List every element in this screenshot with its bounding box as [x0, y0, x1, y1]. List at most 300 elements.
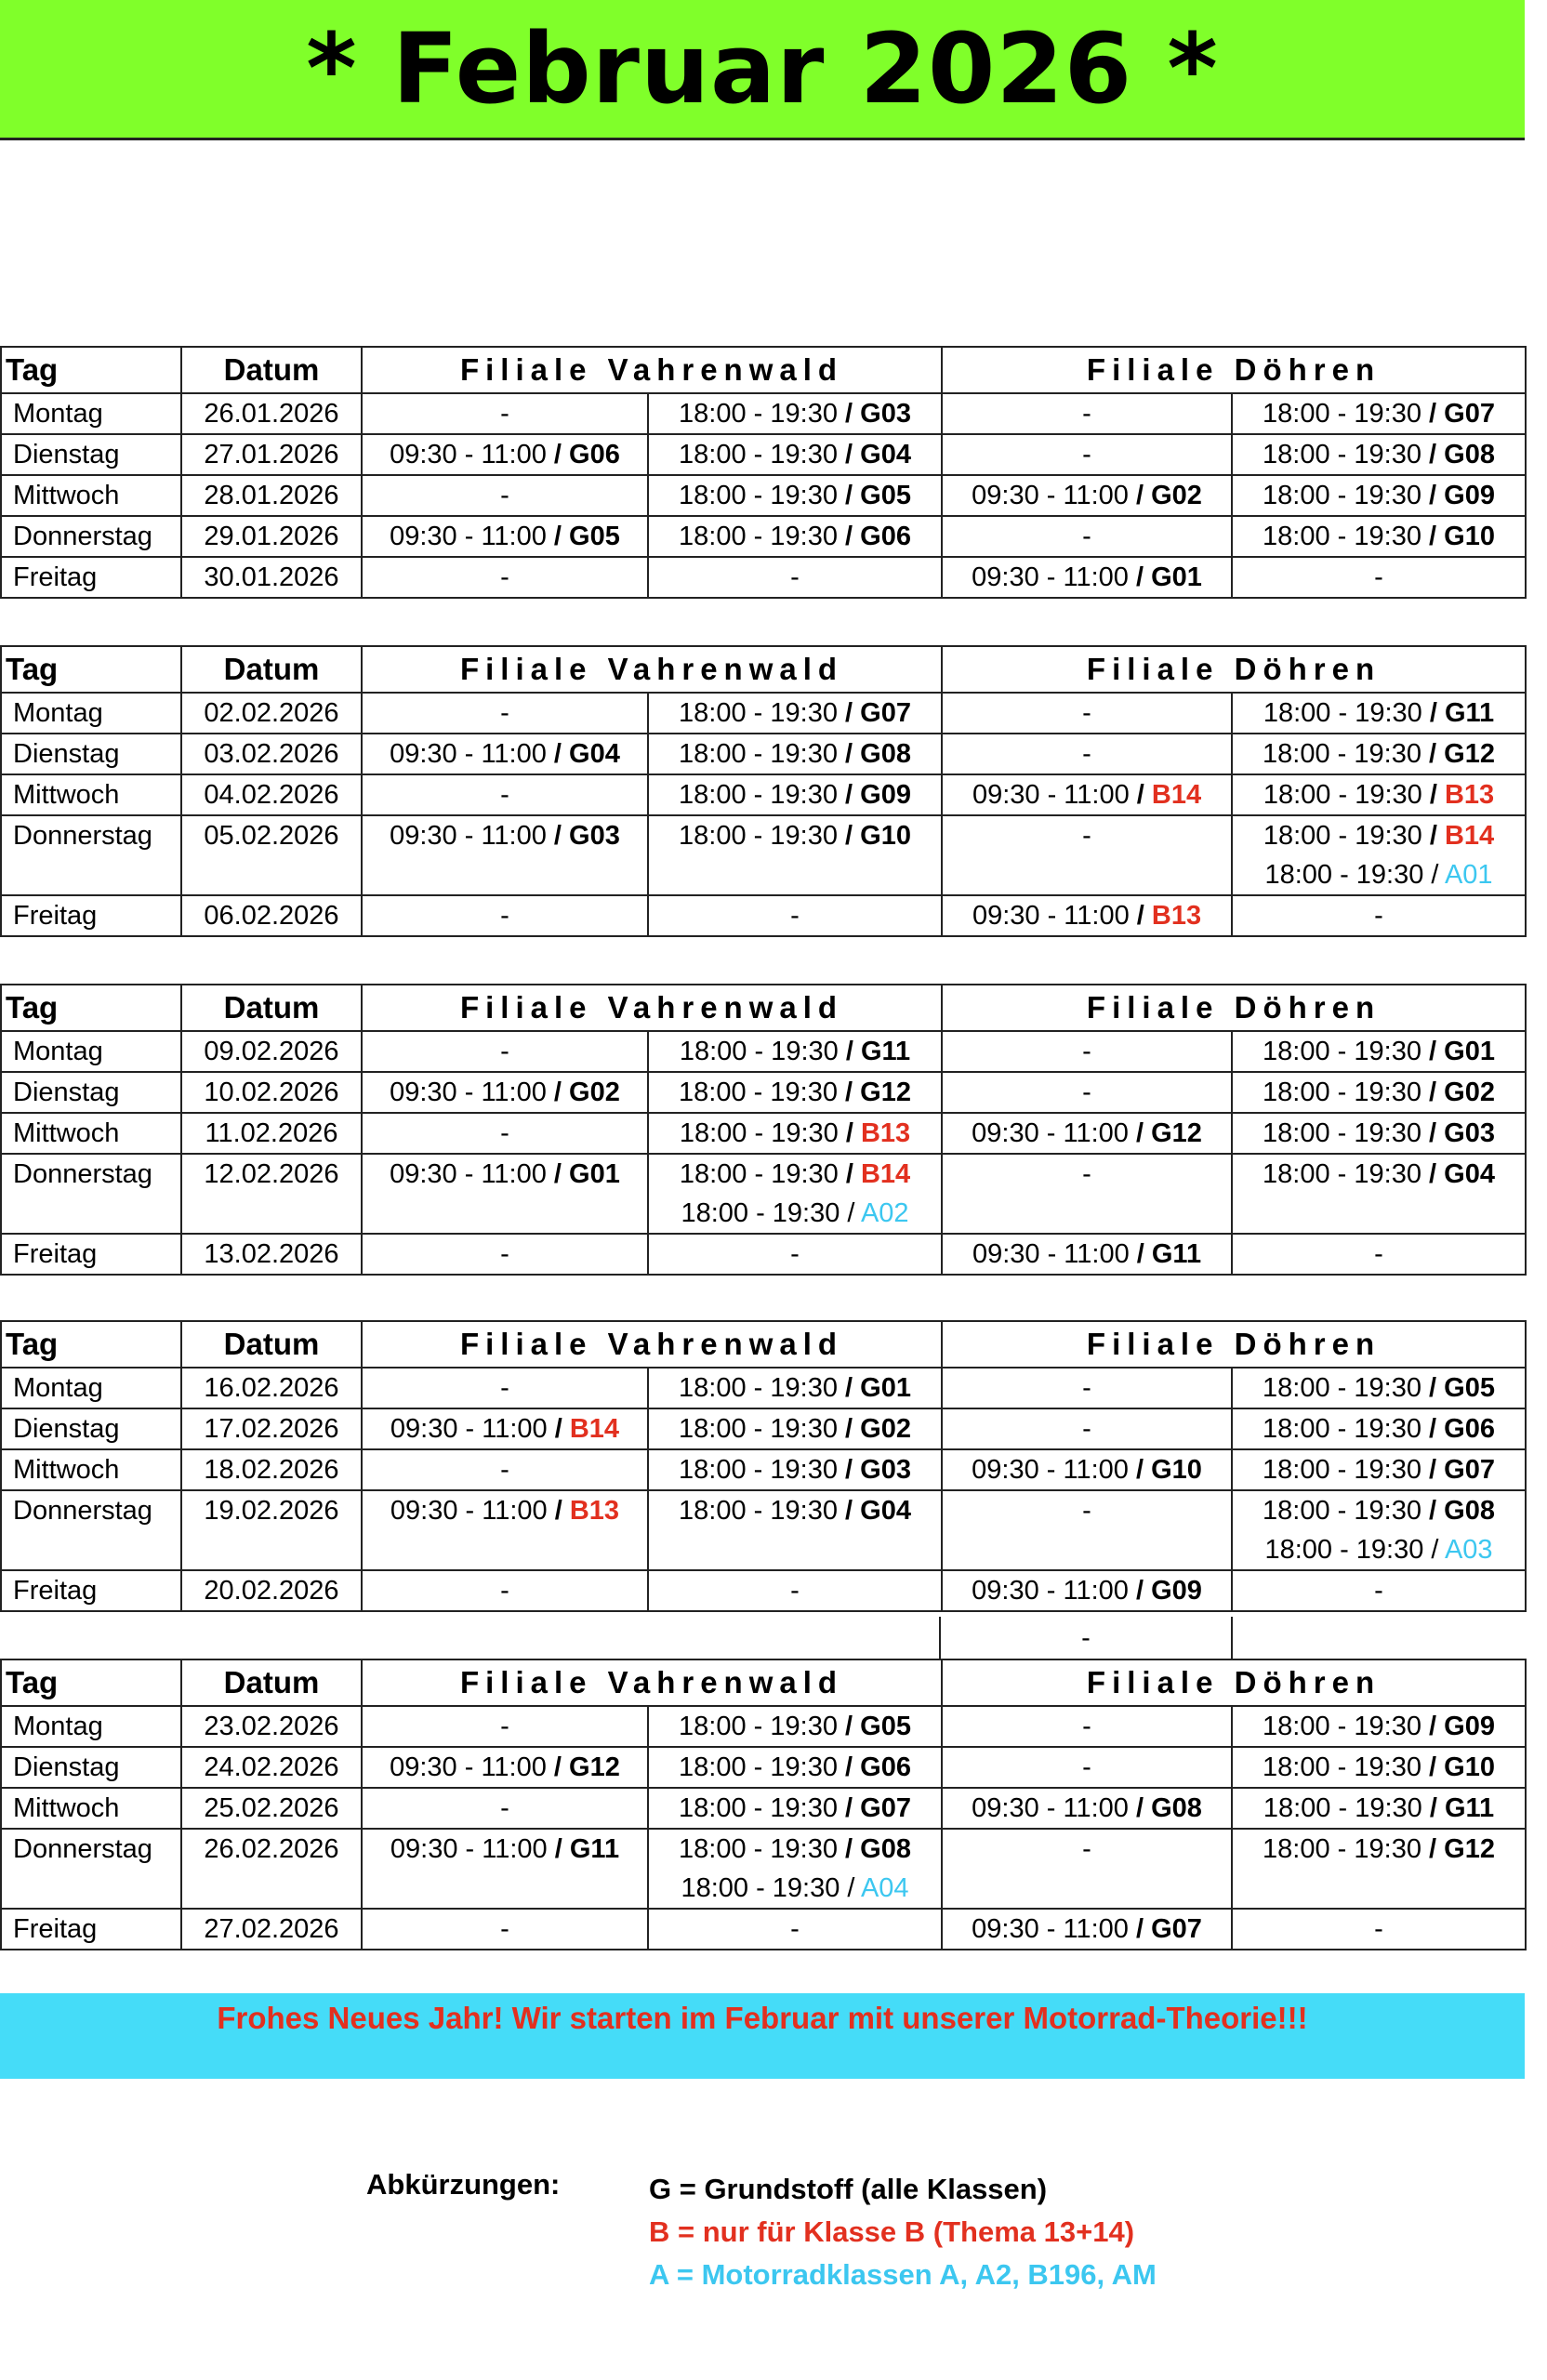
slot-separator: / — [1129, 780, 1152, 810]
course-code: G07 — [1151, 1914, 1202, 1944]
vahrenwald-morning-cell — [362, 1408, 648, 1449]
course-code: G01 — [1444, 1037, 1495, 1066]
course-code: G11 — [1151, 1239, 1202, 1269]
empty-marker: - — [1082, 1414, 1091, 1444]
slot-time: 18:00 - 19:30 — [1263, 821, 1422, 851]
course-code: G03 — [569, 821, 620, 851]
slot-separator: / — [838, 1159, 861, 1189]
time-slot — [658, 1073, 932, 1112]
doehren-evening-cell — [1232, 1408, 1526, 1449]
slot-time: 09:30 - 11:00 — [972, 901, 1130, 931]
date-cell: 02.02.2026 — [181, 693, 362, 734]
doehren-evening-cell — [1232, 1829, 1526, 1909]
slot-time: 09:30 - 11:00 — [972, 1239, 1130, 1269]
vahrenwald-morning-cell — [362, 815, 648, 895]
slot-time: 09:30 - 11:00 — [972, 780, 1130, 810]
course-code: G07 — [1444, 1455, 1495, 1485]
date-cell: 30.01.2026 — [181, 557, 362, 598]
date-cell: 12.02.2026 — [181, 1154, 362, 1234]
slot-time: 09:30 - 11:00 — [972, 1455, 1129, 1485]
slot-separator: / — [547, 1414, 570, 1444]
slot-time: 09:30 - 11:00 — [390, 821, 547, 851]
slot-separator: / — [1128, 481, 1152, 510]
page-title: * Februar 2026 * — [306, 12, 1219, 126]
slot-time: 09:30 - 11:00 — [390, 522, 547, 551]
slot-separator: / — [837, 1373, 861, 1403]
slot-time: 18:00 - 19:30 — [681, 1198, 840, 1228]
time-slot — [952, 1789, 1222, 1828]
date-cell: 26.02.2026 — [181, 1829, 362, 1909]
course-code: A02 — [860, 1198, 909, 1228]
day-cell: Freitag — [1, 1909, 181, 1950]
empty-marker: - — [500, 1037, 509, 1066]
course-code: G11 — [1444, 1793, 1495, 1823]
time-slot — [658, 435, 932, 474]
table-row — [1, 815, 1526, 895]
slot-separator: / — [837, 1414, 861, 1444]
slot-separator: / — [546, 440, 570, 469]
empty-marker: - — [500, 562, 509, 592]
date-cell: 27.02.2026 — [181, 1909, 362, 1950]
slot-separator: / — [837, 1752, 861, 1782]
course-code: G05 — [569, 522, 620, 551]
course-code: G06 — [569, 440, 620, 469]
slot-separator: / — [1421, 739, 1445, 769]
doehren-morning-cell — [942, 1570, 1232, 1611]
slot-separator: / — [837, 1793, 861, 1823]
empty-marker: - — [500, 1455, 509, 1485]
vahrenwald-evening-cell — [648, 895, 942, 936]
course-code: G04 — [860, 440, 911, 469]
vahrenwald-morning-cell — [362, 1706, 648, 1747]
slot-separator: / — [1421, 1373, 1445, 1403]
doehren-morning-cell — [942, 1747, 1232, 1788]
empty-marker: - — [1374, 562, 1383, 592]
slot-time: 18:00 - 19:30 — [1263, 481, 1421, 510]
legend — [649, 2168, 1157, 2296]
doehren-morning-cell — [942, 1909, 1232, 1950]
day-cell: Donnerstag — [1, 815, 181, 895]
slot-separator: / — [837, 1496, 861, 1526]
slot-time: 18:00 - 19:30 — [1263, 1159, 1421, 1189]
time-slot — [1242, 1789, 1515, 1828]
doehren-morning-cell — [942, 815, 1232, 895]
table-row — [1, 895, 1526, 936]
slot-separator: / — [1421, 1159, 1445, 1189]
time-slot — [658, 1114, 932, 1153]
vahrenwald-evening-cell — [648, 1570, 942, 1611]
course-code: B13 — [1151, 901, 1202, 931]
table-row — [1, 734, 1526, 774]
slot-separator: / — [1421, 1834, 1445, 1864]
time-slot — [1242, 694, 1515, 733]
vahrenwald-evening-cell — [648, 516, 942, 557]
slot-separator: / — [837, 821, 861, 851]
doehren-morning-cell — [942, 1072, 1232, 1113]
course-code: G10 — [1151, 1455, 1202, 1485]
vahrenwald-evening-cell — [648, 815, 942, 895]
week-table — [0, 1659, 1527, 1950]
time-slot — [1242, 517, 1515, 556]
slot-separator: / — [1128, 1914, 1152, 1944]
time-slot — [658, 517, 932, 556]
vahrenwald-morning-cell — [362, 1449, 648, 1490]
doehren-morning-cell — [942, 1408, 1232, 1449]
vahrenwald-evening-cell — [648, 1788, 942, 1829]
table-row — [1, 1234, 1526, 1275]
course-code: G08 — [860, 1834, 911, 1864]
slot-separator: / — [838, 1118, 861, 1148]
slot-time: 18:00 - 19:30 — [1263, 1118, 1421, 1148]
day-cell: Freitag — [1, 557, 181, 598]
course-code: G10 — [860, 821, 911, 851]
time-slot — [658, 1368, 932, 1408]
time-slot — [372, 1748, 638, 1787]
vahrenwald-morning-cell — [362, 1072, 648, 1113]
day-cell: Donnerstag — [1, 1829, 181, 1909]
slot-time: 18:00 - 19:30 — [1263, 440, 1421, 469]
vahrenwald-evening-cell — [648, 1490, 942, 1570]
slot-time: 18:00 - 19:30 — [679, 399, 838, 429]
slot-time: 18:00 - 19:30 — [679, 1793, 838, 1823]
slot-separator: / — [840, 1198, 861, 1228]
slot-separator: / — [1129, 1239, 1152, 1269]
doehren-evening-cell — [1232, 1368, 1526, 1408]
slot-time: 09:30 - 11:00 — [390, 1752, 547, 1782]
empty-marker: - — [500, 1712, 509, 1741]
header-row — [1, 646, 1526, 693]
empty-marker: - — [790, 1239, 800, 1269]
doehren-evening-cell — [1232, 1747, 1526, 1788]
slot-time: 09:30 - 11:00 — [390, 1834, 548, 1864]
day-cell: Mittwoch — [1, 475, 181, 516]
time-slot — [1242, 775, 1515, 814]
slot-time: 18:00 - 19:30 — [679, 1712, 838, 1741]
time-slot — [952, 1571, 1222, 1610]
slot-separator: / — [1421, 821, 1445, 851]
time-slot — [1242, 734, 1515, 774]
vahrenwald-evening-cell — [648, 1113, 942, 1154]
slot-separator: / — [837, 1455, 861, 1485]
slot-time: 18:00 - 19:30 — [1264, 1535, 1424, 1565]
vahrenwald-evening-cell — [648, 1234, 942, 1275]
doehren-morning-cell — [942, 434, 1232, 475]
course-code: G01 — [1151, 562, 1202, 592]
day-cell: Freitag — [1, 1570, 181, 1611]
empty-marker: - — [1082, 1712, 1091, 1741]
empty-marker: - — [1082, 1752, 1091, 1782]
week-table — [0, 346, 1527, 599]
empty-marker: - — [1374, 901, 1383, 931]
table-row — [1, 393, 1526, 434]
course-code: G04 — [860, 1496, 911, 1526]
time-slot — [372, 816, 638, 855]
slot-separator: / — [837, 399, 861, 429]
slot-time: 18:00 - 19:30 — [679, 698, 838, 728]
empty-marker: - — [500, 901, 509, 931]
header-filiale-vahrenwald: Filiale Vahrenwald — [362, 1659, 942, 1706]
time-slot — [1242, 476, 1515, 515]
header-filiale-vahrenwald: Filiale Vahrenwald — [362, 1321, 942, 1368]
course-code: G07 — [860, 1793, 911, 1823]
header-row — [1, 347, 1526, 393]
vahrenwald-morning-cell — [362, 516, 648, 557]
slot-time: 18:00 - 19:30 — [679, 1037, 839, 1066]
date-cell: 23.02.2026 — [181, 1706, 362, 1747]
time-slot — [372, 1073, 638, 1112]
slot-separator: / — [1421, 440, 1445, 469]
date-cell: 16.02.2026 — [181, 1368, 362, 1408]
vahrenwald-morning-cell — [362, 1570, 648, 1611]
doehren-evening-cell — [1232, 1706, 1526, 1747]
header-filiale-vahrenwald: Filiale Vahrenwald — [362, 985, 942, 1031]
doehren-evening-cell — [1232, 516, 1526, 557]
time-slot — [658, 694, 932, 733]
slot-time: 09:30 - 11:00 — [390, 1414, 548, 1444]
course-code: G06 — [860, 522, 911, 551]
slot-separator: / — [1421, 1752, 1445, 1782]
slot-time: 09:30 - 11:00 — [972, 1793, 1129, 1823]
course-code: G09 — [1444, 481, 1495, 510]
slot-separator: / — [1423, 860, 1445, 890]
time-slot — [658, 1194, 932, 1233]
announcement-text: Frohes Neues Jahr! Wir starten im Februar mit unserer Motorrad-Theorie!!! — [217, 2001, 1308, 2035]
course-code: G11 — [1444, 698, 1495, 728]
slot-time: 09:30 - 11:00 — [972, 562, 1129, 592]
day-cell: Montag — [1, 693, 181, 734]
time-slot — [1242, 1114, 1515, 1153]
course-code: B14 — [1151, 780, 1202, 810]
table-row — [1, 475, 1526, 516]
date-cell: 13.02.2026 — [181, 1234, 362, 1275]
time-slot — [372, 517, 638, 556]
announcement-banner — [0, 1993, 1525, 2079]
slot-time: 18:00 - 19:30 — [1263, 1752, 1421, 1782]
empty-marker: - — [1374, 1914, 1383, 1944]
table-row — [1, 1490, 1526, 1570]
doehren-morning-cell — [942, 1113, 1232, 1154]
table-row — [1, 693, 1526, 734]
slot-time: 18:00 - 19:30 — [1263, 1373, 1421, 1403]
course-code: B13 — [1444, 780, 1495, 810]
date-cell: 06.02.2026 — [181, 895, 362, 936]
time-slot — [658, 1789, 932, 1828]
empty-marker: - — [500, 780, 509, 810]
time-slot — [952, 1114, 1222, 1153]
empty-marker: - — [790, 562, 800, 592]
doehren-morning-cell — [942, 393, 1232, 434]
slot-time: 18:00 - 19:30 — [679, 522, 838, 551]
doehren-morning-cell — [942, 1031, 1232, 1072]
course-code: G04 — [1444, 1159, 1495, 1189]
table-row — [1, 1788, 1526, 1829]
doehren-evening-cell — [1232, 1113, 1526, 1154]
table-row — [1, 1706, 1526, 1747]
slot-time: 18:00 - 19:30 — [1263, 1496, 1421, 1526]
vahrenwald-morning-cell — [362, 1031, 648, 1072]
vahrenwald-evening-cell — [648, 774, 942, 815]
slot-separator: / — [837, 1834, 861, 1864]
time-slot — [658, 1032, 932, 1071]
day-cell: Montag — [1, 1706, 181, 1747]
empty-marker: - — [1082, 698, 1091, 728]
empty-marker: - — [1082, 1496, 1091, 1526]
empty-marker: - — [500, 698, 509, 728]
slot-time: 18:00 - 19:30 — [1263, 1037, 1421, 1066]
time-slot — [952, 1450, 1222, 1489]
vahrenwald-morning-cell — [362, 475, 648, 516]
time-slot — [1242, 1368, 1515, 1408]
course-code: G05 — [860, 1712, 911, 1741]
course-code: G08 — [1444, 440, 1495, 469]
slot-time: 18:00 - 19:30 — [1263, 698, 1422, 728]
vahrenwald-morning-cell — [362, 557, 648, 598]
course-code: G03 — [860, 1455, 911, 1485]
doehren-morning-cell — [942, 1490, 1232, 1570]
date-cell: 05.02.2026 — [181, 815, 362, 895]
slot-separator: / — [547, 1496, 570, 1526]
header-filiale-vahrenwald: Filiale Vahrenwald — [362, 347, 942, 393]
slot-separator: / — [1421, 522, 1445, 551]
vahrenwald-morning-cell — [362, 734, 648, 774]
course-code: G12 — [1444, 1834, 1495, 1864]
doehren-evening-cell — [1232, 895, 1526, 936]
table-row — [1, 1449, 1526, 1490]
doehren-morning-cell — [942, 1829, 1232, 1909]
table-row — [1, 1408, 1526, 1449]
time-slot — [1242, 1450, 1515, 1489]
doehren-morning-cell — [942, 1788, 1232, 1829]
time-slot — [658, 775, 932, 814]
time-slot — [1242, 1530, 1515, 1569]
course-code: G02 — [1444, 1078, 1495, 1107]
slot-time: 18:00 - 19:30 — [679, 440, 838, 469]
vahrenwald-evening-cell — [648, 1747, 942, 1788]
vahrenwald-morning-cell — [362, 1909, 648, 1950]
slot-time: 09:30 - 11:00 — [972, 1118, 1129, 1148]
slot-separator: / — [1421, 1414, 1445, 1444]
slot-separator: / — [1421, 1793, 1445, 1823]
time-slot — [1242, 1073, 1515, 1112]
day-cell: Mittwoch — [1, 1788, 181, 1829]
course-code: G07 — [1444, 399, 1495, 429]
course-code: B14 — [860, 1159, 911, 1189]
table-row — [1, 1909, 1526, 1950]
table-row — [1, 1072, 1526, 1113]
slot-separator: / — [546, 739, 570, 769]
week-table — [0, 984, 1527, 1276]
slot-separator: / — [1128, 562, 1152, 592]
time-slot — [1242, 1409, 1515, 1448]
vahrenwald-evening-cell — [648, 1829, 942, 1909]
vahrenwald-evening-cell — [648, 1368, 942, 1408]
time-slot — [372, 1830, 638, 1869]
course-code: G10 — [1444, 1752, 1495, 1782]
slot-separator: / — [837, 1078, 861, 1107]
header-filiale-doehren: Filiale Döhren — [942, 985, 1526, 1031]
empty-marker: - — [500, 1239, 509, 1269]
header-tag: Tag — [1, 1659, 181, 1706]
header-tag: Tag — [1, 985, 181, 1031]
time-slot — [658, 816, 932, 855]
empty-marker: - — [500, 1576, 509, 1606]
table-row — [1, 1154, 1526, 1234]
day-cell: Montag — [1, 393, 181, 434]
vahrenwald-evening-cell — [648, 1154, 942, 1234]
header-filiale-doehren: Filiale Döhren — [942, 1321, 1526, 1368]
slot-separator: / — [1423, 1535, 1445, 1565]
course-code: G06 — [1444, 1414, 1495, 1444]
slot-time: 18:00 - 19:30 — [679, 1159, 839, 1189]
slot-separator: / — [546, 522, 570, 551]
slot-time: 18:00 - 19:30 — [679, 1078, 838, 1107]
slot-separator: / — [837, 440, 861, 469]
slot-time: 18:00 - 19:30 — [1263, 1793, 1422, 1823]
course-code: B13 — [860, 1118, 911, 1148]
vahrenwald-evening-cell — [648, 1072, 942, 1113]
slot-time: 18:00 - 19:30 — [1263, 1455, 1421, 1485]
vahrenwald-evening-cell — [648, 1909, 942, 1950]
slot-time: 18:00 - 19:30 — [679, 1752, 838, 1782]
day-cell: Donnerstag — [1, 1490, 181, 1570]
course-code: A03 — [1444, 1535, 1493, 1565]
vahrenwald-morning-cell — [362, 393, 648, 434]
doehren-morning-cell — [942, 516, 1232, 557]
doehren-evening-cell — [1232, 693, 1526, 734]
vahrenwald-morning-cell — [362, 434, 648, 475]
slot-time: 18:00 - 19:30 — [679, 1496, 838, 1526]
slot-separator: / — [547, 1834, 570, 1864]
time-slot — [1242, 435, 1515, 474]
course-code: G06 — [860, 1752, 911, 1782]
title-bar — [0, 0, 1525, 140]
legend-item-klasse-b: B = nur für Klasse B (Thema 13+14) — [649, 2215, 1135, 2248]
date-cell: 19.02.2026 — [181, 1490, 362, 1570]
doehren-evening-cell — [1232, 1490, 1526, 1570]
slot-separator: / — [1421, 1496, 1445, 1526]
empty-marker: - — [1082, 1037, 1091, 1066]
empty-marker: - — [500, 399, 509, 429]
slot-time: 18:00 - 19:30 — [679, 821, 838, 851]
table-row — [1, 1113, 1526, 1154]
time-slot — [1242, 1748, 1515, 1787]
time-slot — [952, 476, 1222, 515]
slot-time: 18:00 - 19:30 — [1263, 1712, 1421, 1741]
time-slot — [1242, 855, 1515, 894]
course-code: G12 — [1151, 1118, 1202, 1148]
slot-time: 18:00 - 19:30 — [1263, 1078, 1421, 1107]
slot-separator: / — [837, 780, 861, 810]
day-cell: Dienstag — [1, 1072, 181, 1113]
week-table — [0, 645, 1527, 937]
slot-separator: / — [837, 1712, 861, 1741]
doehren-evening-cell — [1232, 434, 1526, 475]
time-slot — [952, 775, 1222, 814]
doehren-morning-cell — [942, 693, 1232, 734]
day-cell: Dienstag — [1, 734, 181, 774]
empty-marker: - — [500, 1793, 509, 1823]
table-row — [1, 1747, 1526, 1788]
date-cell: 25.02.2026 — [181, 1788, 362, 1829]
date-cell: 20.02.2026 — [181, 1570, 362, 1611]
vahrenwald-morning-cell — [362, 693, 648, 734]
vahrenwald-evening-cell — [648, 1706, 942, 1747]
time-slot — [658, 1830, 932, 1869]
time-slot — [658, 1409, 932, 1448]
vahrenwald-morning-cell — [362, 1154, 648, 1234]
slot-separator: / — [1421, 399, 1445, 429]
day-cell: Freitag — [1, 1234, 181, 1275]
